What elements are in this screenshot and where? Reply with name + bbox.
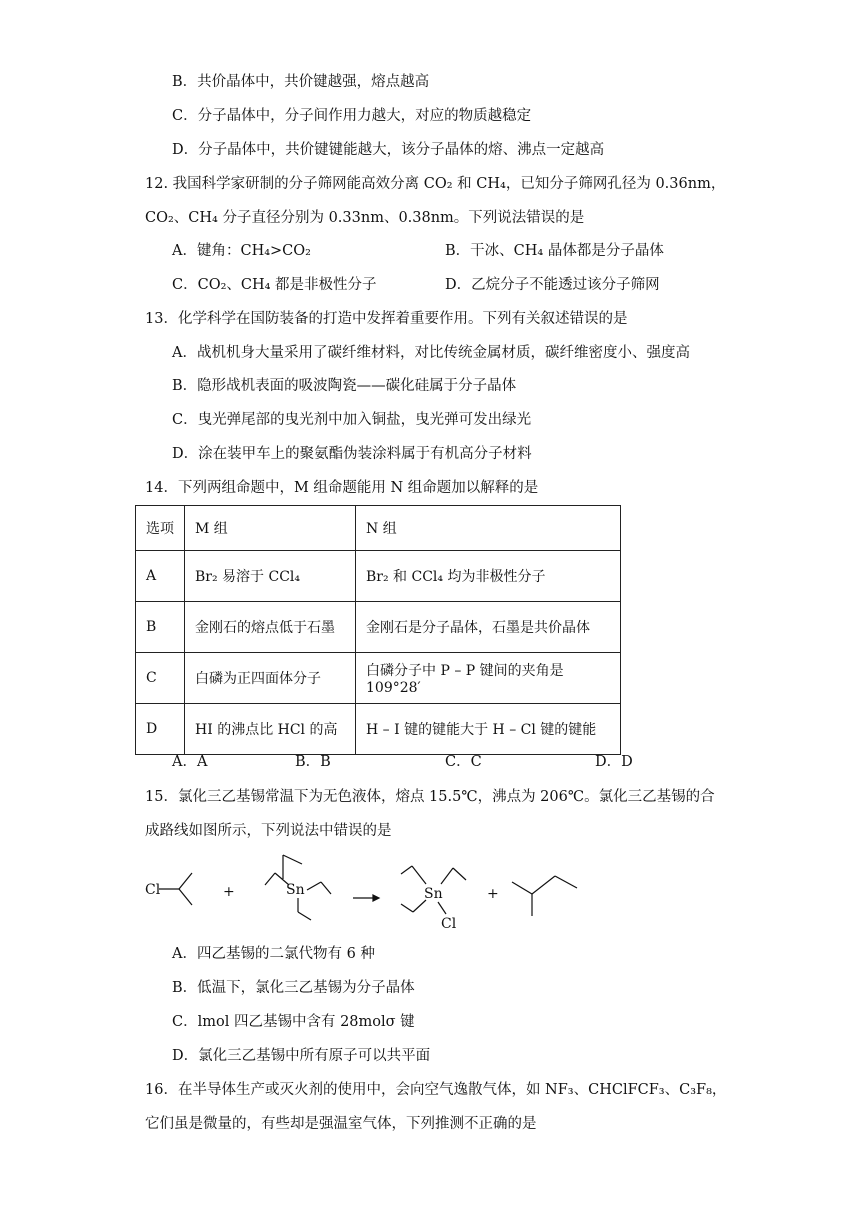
table-cell: 白磷为正四面体分子 xyxy=(185,653,356,704)
q14-answer-b: B．B xyxy=(295,754,331,770)
table-cell: H – I 键的键能大于 H – Cl 键的键能 xyxy=(356,704,621,755)
reaction-scheme xyxy=(135,842,605,932)
table-cell: D xyxy=(136,704,185,755)
table-row xyxy=(136,653,621,704)
table-row xyxy=(136,602,621,653)
reaction-plus: + xyxy=(223,884,235,900)
q15-stem-line2: 成路线如图所示，下列说法中错误的是 xyxy=(145,823,392,839)
reaction-label-sn: Sn xyxy=(286,882,305,898)
q16-stem-line2: 它们虽是微量的，有些却是强温室气体，下列推测不正确的是 xyxy=(145,1116,537,1132)
q11-option-b: B．共价晶体中，共价键越强，熔点越高 xyxy=(172,74,430,90)
table-header-cell: 选项 xyxy=(136,506,185,551)
q14-answer-c: C．C xyxy=(445,754,482,770)
table-header-cell: M 组 xyxy=(185,506,356,551)
q11-option-c: C．分子晶体中，分子间作用力越大，对应的物质越稳定 xyxy=(172,108,532,124)
q15-option-b: B．低温下，氯化三乙基锡为分子晶体 xyxy=(172,980,415,996)
table-cell: Br₂ 和 CCl₄ 均为非极性分子 xyxy=(356,551,621,602)
q15-option-a: A．四乙基锡的二氯代物有 6 种 xyxy=(172,946,375,962)
table-cell: 金刚石是分子晶体，石墨是共价晶体 xyxy=(356,602,621,653)
q12-option-a: A．键角：CH₄>CO₂ xyxy=(172,243,311,259)
q12-stem-line1: 12. 我国科学家研制的分子筛网能高效分离 CO₂ 和 CH₄，已知分子筛网孔径为 0.36nm， xyxy=(145,176,726,192)
table-cell: A xyxy=(136,551,185,602)
q15-option-d: D．氯化三乙基锡中所有原子可以共平面 xyxy=(172,1048,431,1064)
q14-answer-a: A．A xyxy=(172,754,208,770)
q15-option-c: C．lmol 四乙基锡中含有 28molσ 键 xyxy=(172,1014,415,1030)
table-cell: C xyxy=(136,653,185,704)
table-row xyxy=(136,551,621,602)
q13-option-c: C．曳光弹尾部的曳光剂中加入铜盐，曳光弹可发出绿光 xyxy=(172,412,532,428)
q12-option-d: D．乙烷分子不能透过该分子筛网 xyxy=(445,277,660,293)
table-header-row xyxy=(136,506,621,551)
reaction-plus: + xyxy=(487,886,499,902)
table-row xyxy=(136,704,621,755)
table-header-cell: N 组 xyxy=(356,506,621,551)
reaction-label-cl: Cl xyxy=(441,916,457,932)
table-cell: HI 的沸点比 HCl 的高 xyxy=(185,704,356,755)
q13-option-a: A．战机机身大量采用了碳纤维材料，对比传统金属材质，碳纤维密度小、强度高 xyxy=(172,345,690,361)
q13-option-d: D．涂在装甲车上的聚氨酯伪装涂料属于有机高分子材料 xyxy=(172,446,532,462)
q14-answer-d: D．D xyxy=(595,754,633,770)
q15-stem-line1: 15．氯化三乙基锡常温下为无色液体，熔点 15.5℃，沸点为 206℃。氯化三乙基锡的合 xyxy=(145,789,715,805)
q13-option-b: B．隐形战机表面的吸波陶瓷——碳化硅属于分子晶体 xyxy=(172,378,517,394)
q13-stem: 13．化学科学在国防装备的打造中发挥着重要作用。下列有关叙述错误的是 xyxy=(145,311,628,327)
q12-stem-line2: CO₂、CH₄ 分子直径分别为 0.33nm、0.38nm。下列说法错误的是 xyxy=(145,210,585,226)
q11-option-d: D．分子晶体中，共价键键能越大，该分子晶体的熔、沸点一定越高 xyxy=(172,142,605,158)
reaction-label-sn: Sn xyxy=(424,886,443,902)
table-cell: 金刚石的熔点低于石墨 xyxy=(185,602,356,653)
q12-option-c: C．CO₂、CH₄ 都是非极性分子 xyxy=(172,277,377,293)
q12-option-b: B．干冰、CH₄ 晶体都是分子晶体 xyxy=(445,243,664,259)
reaction-label-cl: Cl xyxy=(145,882,161,898)
q14-table xyxy=(135,505,621,755)
table-cell: Br₂ 易溶于 CCl₄ xyxy=(185,551,356,602)
q16-stem-line1: 16．在半导体生产或灭火剂的使用中，会向空气逸散气体，如 NF₃、CHClFCF₃、C₃F₈， xyxy=(145,1082,727,1098)
q14-stem: 14．下列两组命题中，M 组命题能用 N 组命题加以解释的是 xyxy=(145,480,539,496)
table-cell: 白磷分子中 P – P 键间的夹角是109°28′ xyxy=(356,653,621,704)
table-cell: B xyxy=(136,602,185,653)
